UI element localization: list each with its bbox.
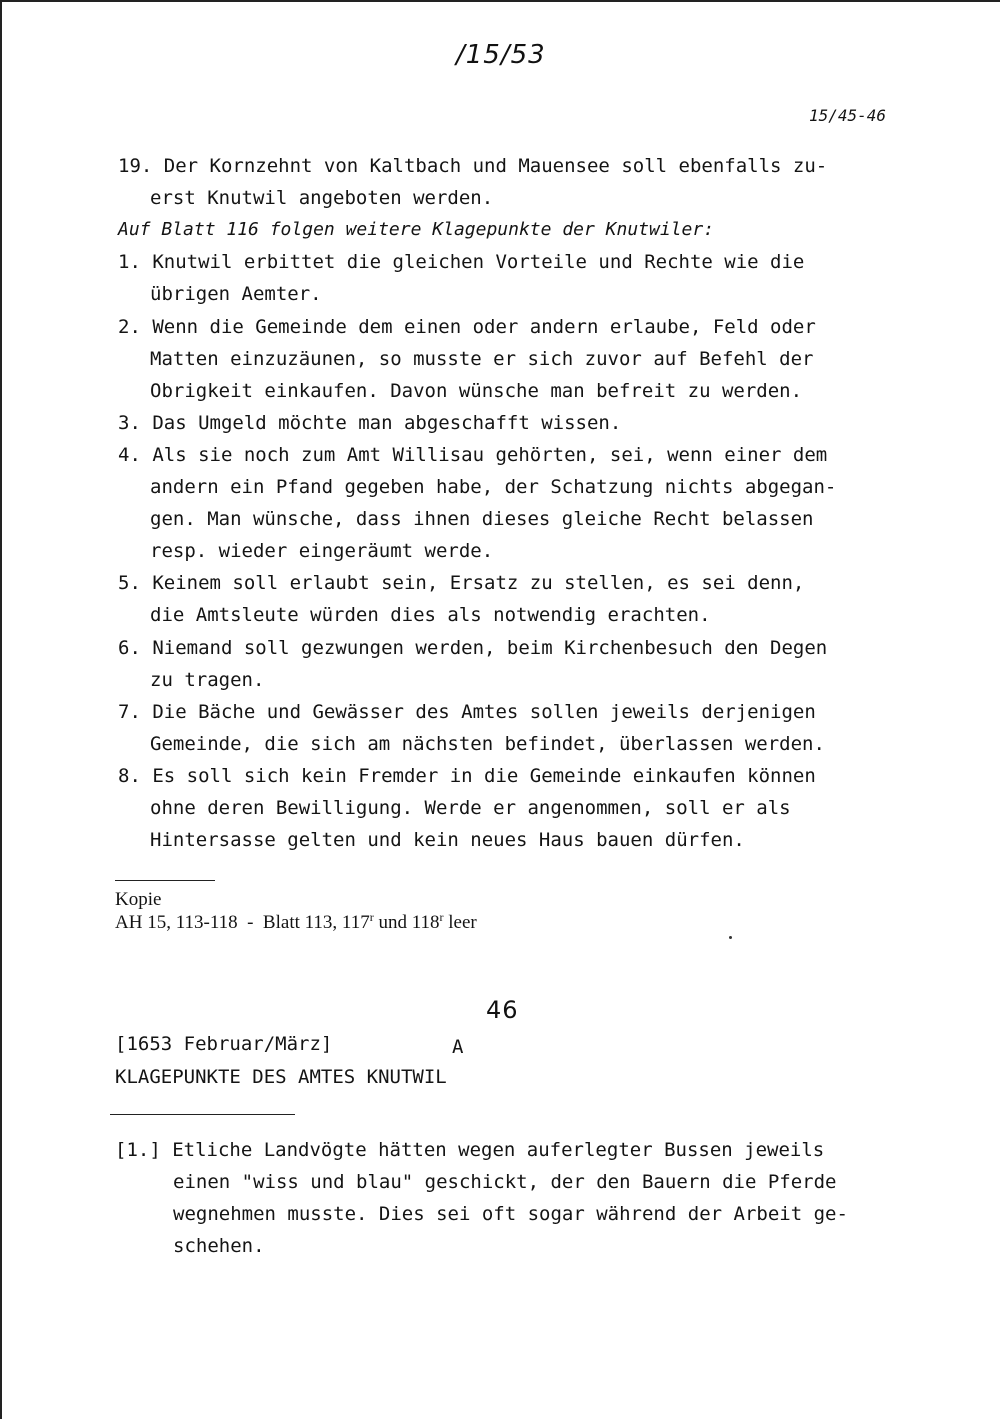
source-label: Kopie	[115, 889, 162, 910]
list-item-8-line-2: ohne deren Bewilligung. Werde er angenommen, soll er als	[150, 797, 791, 819]
handwritten-folio-number: /15/53	[456, 40, 546, 70]
list-item-5-line-1: 5. Keinem soll erlaubt sein, Ersatz zu stellen, es sei denn,	[118, 572, 805, 594]
list-item-8-line-3: Hintersasse gelten und kein neues Haus bauen dürfen.	[150, 829, 745, 851]
section-divider	[110, 1114, 295, 1115]
point-1-line-4: schehen.	[173, 1235, 265, 1257]
document-letter: A	[452, 1036, 464, 1058]
point-1-line-2: einen "wiss und blau" geschickt, der den Bauern die Pferde	[173, 1171, 837, 1193]
source-divider	[115, 880, 215, 881]
list-item-2-line-2: Matten einzuzäunen, so musste er sich zuvor auf Befehl der	[150, 348, 814, 370]
list-item-2-line-3: Obrigkeit einkaufen. Davon wünsche man befreit zu werden.	[150, 380, 803, 402]
list-item-6-line-1: 6. Niemand soll gezwungen werden, beim Kirchenbesuch den Degen	[118, 637, 828, 659]
source-reference: AH 15, 113-118 - Blatt 113, 117$^r$ und 118$^r$ leer	[115, 910, 477, 933]
list-item-1-line-2: übrigen Aemter.	[150, 283, 322, 305]
list-item-2-line-1: 2. Wenn die Gemeinde dem einen oder andern erlaube, Feld oder	[118, 316, 816, 338]
list-item-6-line-2: zu tragen.	[150, 669, 265, 691]
list-item-4-line-2: andern ein Pfand gegeben habe, der Schatzung nichts abgegan-	[150, 476, 837, 498]
list-item-5-line-2: die Amtsleute würden dies als notwendig erachten.	[150, 604, 711, 626]
list-item-4-line-1: 4. Als sie noch zum Amt Willisau gehörten, sei, wenn einer dem	[118, 444, 828, 466]
page-reference: 15/45-46	[808, 106, 886, 125]
scan-speck	[729, 936, 732, 939]
list-item-4-line-3: gen. Man wünsche, dass ihnen dieses gleiche Recht belassen	[150, 508, 814, 530]
list-item-8-line-1: 8. Es soll sich kein Fremder in die Gemeinde einkaufen können	[118, 765, 816, 787]
document-date: [1653 Februar/März]	[115, 1033, 333, 1055]
editorial-note: Auf Blatt 116 folgen weitere Klagepunkte der Knutwiler:	[118, 219, 715, 240]
list-item-1-line-1: 1. Knutwil erbittet die gleichen Vorteile und Rechte wie die	[118, 251, 805, 273]
list-item-7-line-1: 7. Die Bäche und Gewässer des Amtes sollen jeweils derjenigen	[118, 701, 816, 723]
document-number: 46	[486, 996, 519, 1024]
item-19-line-1: 19. Der Kornzehnt von Kaltbach und Mauensee soll ebenfalls zu-	[118, 155, 828, 177]
item-19-line-2: erst Knutwil angeboten werden.	[150, 187, 494, 209]
document-title: KLAGEPUNKTE DES AMTES KNUTWIL	[115, 1066, 447, 1088]
point-1-line-3: wegnehmen musste. Dies sei oft sogar während der Arbeit ge-	[173, 1203, 848, 1225]
list-item-3-line-1: 3. Das Umgeld möchte man abgeschafft wissen.	[118, 412, 622, 434]
list-item-4-line-4: resp. wieder eingeräumt werde.	[150, 540, 494, 562]
list-item-7-line-2: Gemeinde, die sich am nächsten befindet, überlassen werden.	[150, 733, 825, 755]
point-1-line-1: [1.] Etliche Landvögte hätten wegen auferlegter Bussen jeweils	[115, 1139, 825, 1161]
